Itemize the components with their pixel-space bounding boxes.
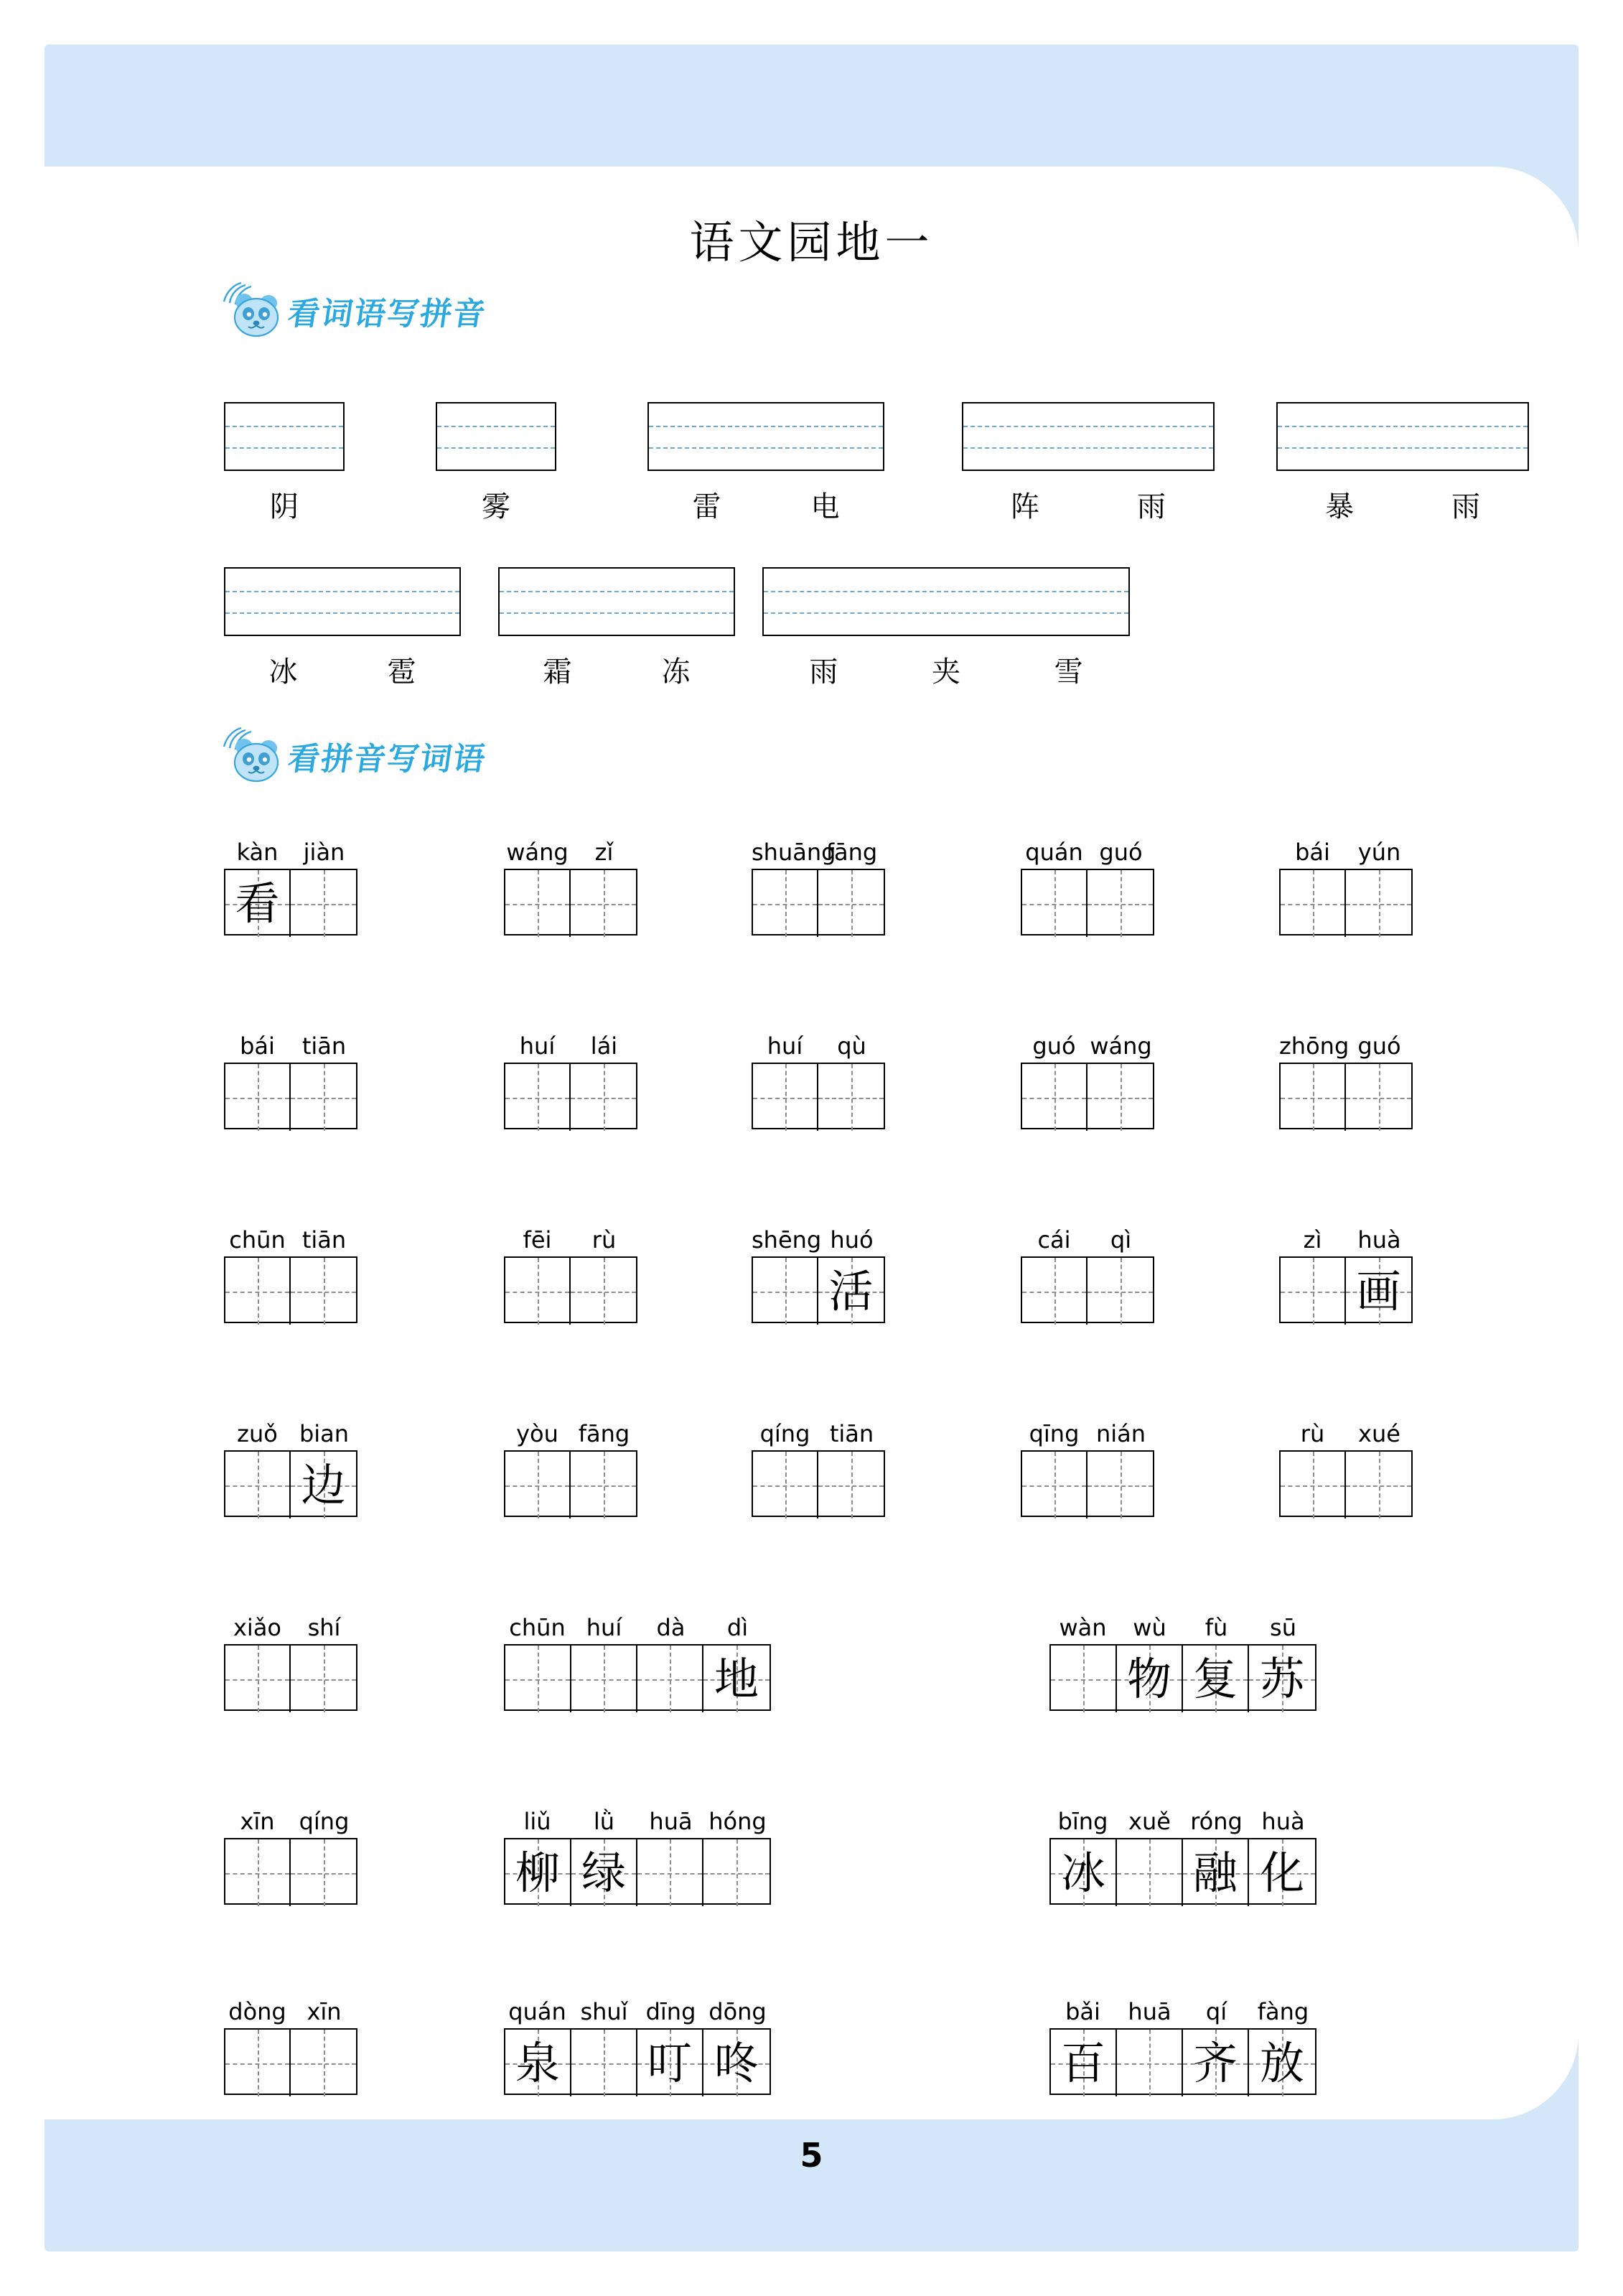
character-cell-empty[interactable] — [753, 1064, 818, 1131]
word-exercise-block — [504, 1802, 771, 1905]
pinyin-writing-box[interactable] — [1276, 402, 1529, 471]
character-cell-empty[interactable] — [291, 870, 356, 937]
word-label-char: 雷 — [692, 490, 721, 523]
pinyin-syllable: wù — [1133, 1614, 1166, 1641]
character-cell-filled[interactable] — [1346, 1258, 1411, 1325]
character-cell-empty[interactable] — [505, 870, 571, 937]
pinyin-syllable: guó — [1357, 1032, 1401, 1060]
character-cell-filled[interactable] — [703, 1646, 770, 1712]
word-label-char: 冰 — [268, 655, 298, 689]
pinyin-syllable: lái — [590, 1032, 618, 1060]
pinyin-syllable: lǜ — [593, 1808, 615, 1835]
pinyin-hint-row — [1021, 1414, 1154, 1446]
pinyin-writing-box[interactable] — [224, 567, 461, 636]
word-exercise-block — [224, 833, 357, 935]
pinyin-hint-row — [224, 1608, 357, 1640]
character-cell-filled[interactable] — [1183, 1839, 1249, 1906]
pinyin-syllable: fāng — [825, 839, 878, 866]
character-glyph: 边 — [301, 1458, 346, 1511]
pinyin-syllable: bian — [299, 1420, 350, 1447]
character-cell-filled[interactable] — [291, 1452, 356, 1518]
character-grid[interactable] — [752, 1256, 885, 1323]
pinyin-hint-row — [752, 833, 885, 864]
character-cell-empty[interactable] — [1346, 1452, 1411, 1518]
character-glyph: 泉 — [515, 2036, 560, 2089]
character-cell-empty[interactable] — [753, 1258, 818, 1325]
pinyin-syllable: dōng — [708, 1998, 767, 2025]
pinyin-syllable: dòng — [228, 1998, 286, 2025]
character-grid[interactable] — [504, 869, 637, 935]
character-grid[interactable] — [1021, 1256, 1154, 1323]
pinyin-hint-row — [1021, 1027, 1154, 1058]
word-exercise-block — [752, 1414, 885, 1517]
character-glyph: 齐 — [1192, 2036, 1238, 2089]
character-grid[interactable] — [1279, 1063, 1413, 1129]
character-cell-empty[interactable] — [225, 1064, 291, 1131]
word-exercise-block — [504, 833, 637, 935]
pinyin-syllable: kàn — [236, 839, 279, 866]
pinyin-syllable: wáng — [1090, 1032, 1152, 1060]
character-cell-empty[interactable] — [1117, 2030, 1183, 2096]
pinyin-hint-row — [1021, 1221, 1154, 1252]
pinyin-hint-row — [504, 1027, 637, 1058]
pinyin-hint-row — [504, 833, 637, 864]
character-cell-empty[interactable] — [753, 870, 818, 937]
word-label — [647, 484, 884, 525]
character-grid[interactable] — [752, 869, 885, 935]
word-label-char: 电 — [810, 490, 840, 523]
character-grid[interactable] — [1049, 1644, 1316, 1711]
character-cell-empty[interactable] — [1022, 1064, 1088, 1131]
character-grid[interactable] — [504, 1063, 637, 1129]
word-label-char: 雨 — [1451, 490, 1480, 523]
character-cell-empty[interactable] — [1088, 1452, 1153, 1518]
pinyin-hint-row — [752, 1221, 885, 1252]
character-cell-empty[interactable] — [637, 1646, 703, 1712]
word-exercise-block — [1021, 833, 1154, 935]
word-exercise-block — [504, 1221, 637, 1323]
word-exercise-block — [1021, 1221, 1154, 1323]
pinyin-syllable: quán — [1025, 839, 1083, 866]
character-glyph: 苏 — [1259, 1652, 1304, 1705]
pinyin-hint-row — [752, 1027, 885, 1058]
pinyin-syllable: xīn — [240, 1808, 275, 1835]
word-exercise-block — [752, 1027, 885, 1129]
word-exercise-block — [1279, 833, 1413, 935]
word-exercise-block — [224, 1221, 357, 1323]
character-cell-empty[interactable] — [1088, 1064, 1153, 1131]
character-grid[interactable] — [504, 2028, 771, 2095]
pinyin-hint-row — [1279, 1414, 1413, 1446]
character-cell-empty[interactable] — [291, 1258, 356, 1325]
pinyin-hint-row — [224, 1802, 357, 1834]
pinyin-syllable: shuǐ — [580, 1998, 628, 2025]
character-cell-filled[interactable] — [703, 2030, 770, 2096]
pinyin-hint-row — [224, 1027, 357, 1058]
character-cell-empty[interactable] — [571, 2030, 637, 2096]
word-exercise-block — [1049, 1992, 1316, 2095]
character-grid[interactable] — [1279, 869, 1413, 935]
character-cell-empty[interactable] — [1346, 870, 1411, 937]
word-exercise-block — [1279, 1027, 1413, 1129]
pinyin-syllable: zǐ — [594, 839, 614, 866]
worksheet-content — [45, 0, 1578, 2296]
character-cell-empty[interactable] — [571, 1452, 636, 1518]
character-glyph: 百 — [1060, 2036, 1105, 2089]
pinyin-syllable: xiǎo — [233, 1614, 281, 1641]
pinyin-syllable: huó — [830, 1226, 874, 1254]
page-title: 语文园地一 — [689, 216, 934, 269]
pinyin-syllable: chūn — [509, 1614, 566, 1641]
word-exercise-block — [504, 1414, 637, 1517]
word-label — [1276, 484, 1529, 525]
pinyin-syllable: xuě — [1128, 1808, 1171, 1835]
word-label-char: 雹 — [387, 655, 416, 689]
word-label-char: 霜 — [543, 655, 572, 689]
word-label-char: 雨 — [809, 655, 838, 689]
pinyin-hint-row — [1279, 1221, 1413, 1252]
pinyin-syllable: hóng — [708, 1808, 767, 1835]
pinyin-syllable: wàn — [1059, 1614, 1107, 1641]
word-exercise-block — [1049, 1802, 1316, 1905]
character-cell-empty[interactable] — [505, 1452, 571, 1518]
pinyin-hint-row — [224, 1992, 357, 2024]
pinyin-syllable: fàng — [1257, 1998, 1309, 2025]
section-title-text: 看拼音写词语 — [285, 741, 489, 778]
pinyin-syllable: róng — [1190, 1808, 1243, 1835]
pinyin-syllable: huā — [1128, 1998, 1171, 2025]
pinyin-hint-row — [1049, 1802, 1316, 1834]
pinyin-hint-row — [504, 1414, 637, 1446]
section-header-write-words — [217, 725, 487, 787]
pinyin-hint-row — [224, 833, 357, 864]
word-exercise-block — [504, 1027, 637, 1129]
section-title-text: 看词语写拼音 — [285, 296, 489, 332]
character-cell-filled[interactable] — [1249, 1839, 1315, 1906]
character-cell-filled[interactable] — [1249, 1646, 1315, 1712]
word-exercise-block — [224, 1992, 357, 2095]
character-cell-filled[interactable] — [1117, 1646, 1183, 1712]
character-cell-empty[interactable] — [291, 2030, 356, 2096]
pinyin-syllable: dì — [726, 1614, 749, 1641]
character-glyph: 融 — [1192, 1846, 1238, 1899]
pinyin-syllable: huí — [767, 1032, 803, 1060]
pinyin-hint-row — [1279, 833, 1413, 864]
word-label — [436, 484, 556, 525]
pinyin-hint-row — [504, 1992, 771, 2024]
pinyin-hint-row — [504, 1608, 771, 1640]
pinyin-syllable: qíng — [759, 1420, 810, 1447]
character-grid[interactable] — [224, 869, 357, 935]
word-exercise-block — [504, 1992, 771, 2095]
word-label-char: 夹 — [931, 655, 960, 689]
pinyin-syllable: qì — [1110, 1226, 1132, 1254]
pinyin-syllable: huí — [519, 1032, 556, 1060]
character-cell-empty[interactable] — [1051, 1646, 1117, 1712]
character-cell-empty[interactable] — [505, 1258, 571, 1325]
pinyin-hint-row — [752, 1414, 885, 1446]
pinyin-syllable: xué — [1358, 1420, 1400, 1447]
character-cell-empty[interactable] — [1346, 1064, 1411, 1131]
character-cell-empty[interactable] — [1088, 1258, 1153, 1325]
pinyin-hint-row — [1049, 1608, 1316, 1640]
word-exercise-block — [224, 1027, 357, 1129]
character-grid[interactable] — [224, 1063, 357, 1129]
pinyin-writing-box[interactable] — [436, 402, 556, 471]
pinyin-syllable: bái — [1295, 839, 1330, 866]
panda-icon — [217, 280, 296, 342]
character-cell-empty[interactable] — [1281, 1452, 1346, 1518]
word-label-char: 雪 — [1054, 655, 1083, 689]
pinyin-syllable: guó — [1099, 839, 1143, 866]
section-header-write-pinyin — [217, 280, 487, 342]
character-cell-filled[interactable] — [1183, 1646, 1249, 1712]
word-exercise-block — [1021, 1027, 1154, 1129]
character-cell-empty[interactable] — [505, 1064, 571, 1131]
pinyin-syllable: fāng — [578, 1420, 630, 1447]
character-cell-filled[interactable] — [1051, 1839, 1117, 1906]
character-grid[interactable] — [1049, 2028, 1316, 2095]
word-exercise-block — [752, 1221, 885, 1323]
character-cell-filled[interactable] — [637, 2030, 703, 2096]
character-glyph: 柳 — [515, 1846, 560, 1899]
character-cell-filled[interactable] — [505, 1839, 571, 1906]
character-cell-empty[interactable] — [818, 1452, 884, 1518]
character-cell-empty[interactable] — [1022, 1258, 1088, 1325]
pinyin-syllable: fēi — [523, 1226, 552, 1254]
word-label — [762, 649, 1130, 690]
character-cell-empty[interactable] — [225, 2030, 291, 2096]
pinyin-hint-row — [504, 1221, 637, 1252]
character-cell-empty[interactable] — [225, 1258, 291, 1325]
character-glyph: 叮 — [647, 2036, 692, 2089]
character-glyph: 绿 — [581, 1846, 626, 1899]
pinyin-syllable: qù — [837, 1032, 866, 1060]
character-glyph: 放 — [1259, 2036, 1304, 2089]
pinyin-hint-row — [224, 1221, 357, 1252]
pinyin-syllable: zì — [1303, 1226, 1322, 1254]
pinyin-syllable: huà — [1357, 1226, 1401, 1254]
character-cell-empty[interactable] — [1022, 870, 1088, 937]
character-cell-empty[interactable] — [291, 1839, 356, 1906]
pinyin-syllable: qí — [1205, 1998, 1227, 2025]
character-cell-empty[interactable] — [505, 1646, 571, 1712]
character-cell-empty[interactable] — [225, 1839, 291, 1906]
pinyin-syllable: guó — [1032, 1032, 1076, 1060]
word-exercise-block — [224, 1802, 357, 1905]
word-label — [498, 649, 735, 690]
character-cell-filled[interactable] — [1051, 2030, 1117, 2096]
character-cell-empty[interactable] — [225, 1452, 291, 1518]
pinyin-syllable: tiān — [301, 1032, 347, 1060]
pinyin-syllable: wáng — [506, 839, 569, 866]
character-glyph: 活 — [828, 1264, 874, 1317]
character-cell-filled[interactable] — [505, 2030, 571, 2096]
pinyin-syllable: dà — [656, 1614, 686, 1641]
word-label-char: 暴 — [1325, 490, 1354, 523]
word-exercise-block — [1049, 1608, 1316, 1711]
character-glyph: 画 — [1356, 1264, 1401, 1317]
word-exercise-block — [224, 1414, 357, 1517]
character-cell-empty[interactable] — [571, 1646, 637, 1712]
character-grid[interactable] — [1049, 1838, 1316, 1905]
character-cell-empty[interactable] — [1281, 870, 1346, 937]
pinyin-writing-box[interactable] — [224, 402, 345, 471]
pinyin-syllable: shēng — [752, 1226, 822, 1254]
character-cell-empty[interactable] — [571, 1258, 636, 1325]
pinyin-hint-row — [1279, 1027, 1413, 1058]
word-exercise-block — [1279, 1414, 1413, 1517]
pinyin-syllable: bái — [240, 1032, 275, 1060]
character-cell-empty[interactable] — [225, 1646, 291, 1712]
character-grid[interactable] — [1021, 869, 1154, 935]
character-grid[interactable] — [1021, 1063, 1154, 1129]
character-cell-empty[interactable] — [291, 1646, 356, 1712]
pinyin-syllable: liǔ — [523, 1808, 551, 1835]
pinyin-syllable: cái — [1037, 1226, 1071, 1254]
character-cell-empty[interactable] — [637, 1839, 703, 1906]
character-grid[interactable] — [1279, 1256, 1413, 1323]
panda-icon — [217, 725, 296, 787]
pinyin-syllable: fù — [1205, 1614, 1228, 1641]
pinyin-syllable: chūn — [229, 1226, 286, 1254]
pinyin-syllable: qīng — [1029, 1420, 1080, 1447]
pinyin-hint-row — [504, 1802, 771, 1834]
character-cell-filled[interactable] — [818, 1258, 884, 1325]
pinyin-syllable: zhōng — [1279, 1032, 1350, 1060]
character-grid[interactable] — [224, 1838, 357, 1905]
character-cell-filled[interactable] — [1183, 2030, 1249, 2096]
character-cell-empty[interactable] — [1022, 1452, 1088, 1518]
character-grid[interactable] — [504, 1450, 637, 1517]
character-cell-empty[interactable] — [1281, 1064, 1346, 1131]
character-grid[interactable] — [504, 1838, 771, 1905]
character-grid[interactable] — [1021, 1450, 1154, 1517]
character-grid[interactable] — [224, 1450, 357, 1517]
pinyin-syllable: shí — [307, 1614, 341, 1641]
pinyin-syllable: dīng — [645, 1998, 696, 2025]
pinyin-syllable: qíng — [299, 1808, 350, 1835]
character-grid[interactable] — [1279, 1450, 1413, 1517]
word-exercise-block — [1279, 1221, 1413, 1323]
character-glyph: 看 — [235, 877, 280, 930]
character-cell-empty[interactable] — [753, 1452, 818, 1518]
character-grid[interactable] — [504, 1256, 637, 1323]
character-grid[interactable] — [224, 1644, 357, 1711]
pinyin-syllable: tiān — [829, 1420, 874, 1447]
character-cell-empty[interactable] — [703, 1839, 770, 1906]
pinyin-syllable: yún — [1357, 839, 1401, 866]
pinyin-syllable: nián — [1095, 1420, 1146, 1447]
character-cell-empty[interactable] — [818, 1064, 884, 1131]
pinyin-writing-box[interactable] — [647, 402, 884, 471]
character-glyph: 复 — [1192, 1652, 1238, 1705]
pinyin-writing-box[interactable] — [498, 567, 735, 636]
pinyin-syllable: tiān — [301, 1226, 347, 1254]
character-grid[interactable] — [752, 1063, 885, 1129]
word-label-char: 雾 — [482, 490, 510, 523]
pinyin-hint-row — [1049, 1992, 1316, 2024]
pinyin-writing-box[interactable] — [762, 567, 1130, 636]
character-cell-empty[interactable] — [818, 870, 884, 937]
pinyin-syllable: sū — [1270, 1614, 1296, 1641]
character-glyph: 物 — [1126, 1652, 1171, 1705]
word-label-char: 冻 — [661, 655, 691, 689]
character-glyph: 冰 — [1060, 1846, 1105, 1899]
pinyin-syllable: zuǒ — [237, 1420, 278, 1447]
character-cell-empty[interactable] — [1088, 870, 1153, 937]
pinyin-syllable: huí — [586, 1614, 622, 1641]
pinyin-writing-box[interactable] — [962, 402, 1215, 471]
character-glyph: 化 — [1259, 1846, 1304, 1899]
pinyin-syllable: huà — [1261, 1808, 1305, 1835]
word-label — [962, 484, 1215, 525]
character-glyph: 咚 — [714, 2036, 759, 2089]
word-exercise-block — [224, 1608, 357, 1711]
character-glyph: 地 — [714, 1652, 759, 1705]
page-number: 5 — [800, 2136, 823, 2175]
pinyin-hint-row — [224, 1414, 357, 1446]
word-label — [224, 649, 461, 690]
pinyin-syllable: quán — [508, 1998, 566, 2025]
pinyin-hint-row — [1021, 833, 1154, 864]
pinyin-syllable: xīn — [307, 1998, 342, 2025]
character-cell-empty[interactable] — [1281, 1258, 1346, 1325]
pinyin-syllable: bǎi — [1065, 1998, 1100, 2025]
character-cell-filled[interactable] — [571, 1839, 637, 1906]
word-label — [224, 484, 345, 525]
character-grid[interactable] — [224, 1256, 357, 1323]
character-cell-empty[interactable] — [571, 1064, 636, 1131]
character-cell-filled[interactable] — [1249, 2030, 1315, 2096]
character-cell-empty[interactable] — [1117, 1839, 1183, 1906]
pinyin-syllable: rù — [1300, 1420, 1325, 1447]
character-grid[interactable] — [752, 1450, 885, 1517]
pinyin-syllable: bīng — [1057, 1808, 1108, 1835]
character-grid[interactable] — [504, 1644, 771, 1711]
word-exercise-block — [1021, 1414, 1154, 1517]
word-label-char: 阵 — [1011, 490, 1039, 523]
word-exercise-block — [504, 1608, 771, 1711]
character-cell-empty[interactable] — [291, 1064, 356, 1131]
pinyin-syllable: rù — [591, 1226, 617, 1254]
word-label-char: 雨 — [1137, 490, 1166, 523]
word-exercise-block — [752, 833, 885, 935]
pinyin-syllable: jiàn — [303, 839, 345, 866]
character-cell-filled[interactable] — [225, 870, 291, 937]
pinyin-syllable: huā — [649, 1808, 693, 1835]
character-cell-empty[interactable] — [571, 870, 636, 937]
character-grid[interactable] — [224, 2028, 357, 2095]
pinyin-syllable: yòu — [516, 1420, 558, 1447]
pinyin-syllable: shuāng — [752, 839, 836, 866]
word-label-char: 阴 — [270, 490, 299, 523]
